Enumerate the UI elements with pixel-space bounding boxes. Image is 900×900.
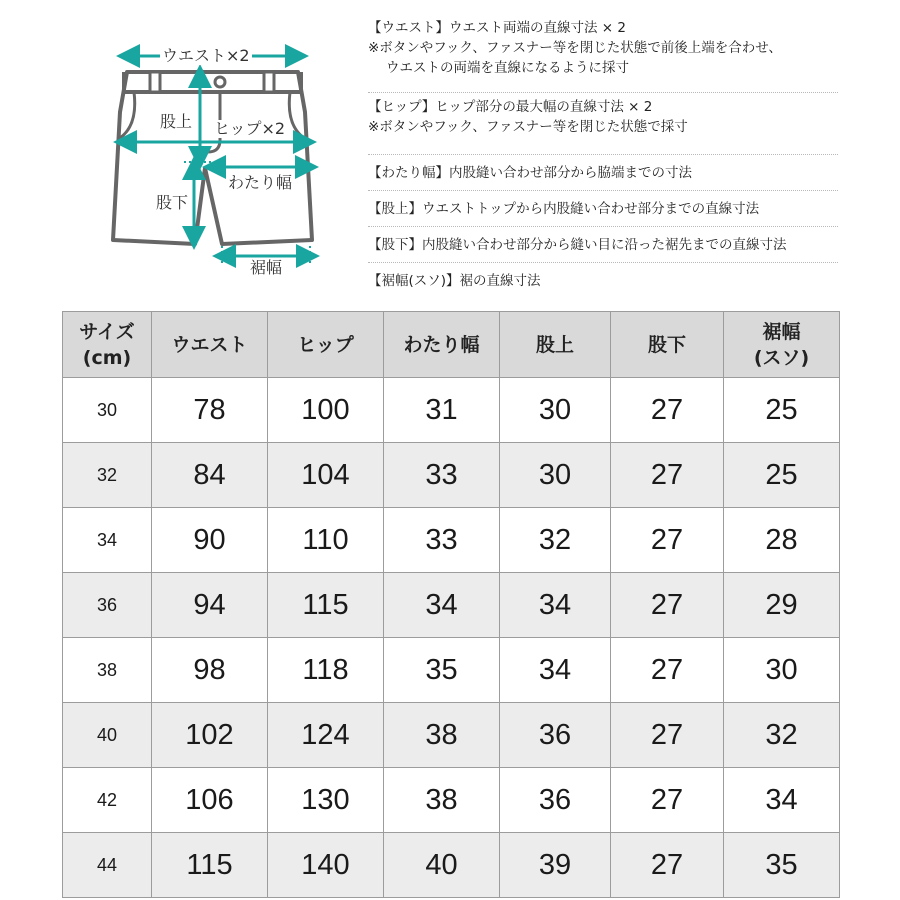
- cell-inseam: 27: [611, 703, 724, 768]
- note-inseam: [368, 227, 838, 263]
- cell-inseam: 27: [611, 443, 724, 508]
- table-header-row: [63, 312, 840, 378]
- note-waist-title: 【ウエスト】ウエスト両端の直線寸法 × 2: [368, 20, 626, 36]
- cell-hem: 35: [724, 833, 840, 898]
- cell-size: 44: [63, 833, 152, 898]
- note-thigh-title: 【わたり幅】内股縫い合わせ部分から脇端までの寸法: [368, 165, 692, 181]
- table-row: [63, 638, 840, 703]
- cell-hip: 100: [268, 378, 384, 443]
- cell-rise: 30: [500, 378, 611, 443]
- header-inseam: 股下: [611, 312, 724, 378]
- table-row: [63, 703, 840, 768]
- cell-waist: 94: [152, 573, 268, 638]
- rise-label: 股上: [160, 112, 193, 131]
- cell-waist: 98: [152, 638, 268, 703]
- hip-label: ヒップ×2: [214, 119, 286, 138]
- note-waist-remark-cont: ウエストの両端を直線になるように採寸: [386, 60, 629, 76]
- cell-rise: 36: [500, 703, 611, 768]
- header-size: サイズ (cm): [63, 312, 152, 378]
- cell-thigh: 40: [384, 833, 500, 898]
- cell-size: 42: [63, 768, 152, 833]
- shorts-illustration: [0, 0, 360, 300]
- measurement-notes: [368, 18, 838, 299]
- cell-hem: 34: [724, 768, 840, 833]
- cell-size: 34: [63, 508, 152, 573]
- header-hip: ヒップ: [268, 312, 384, 378]
- size-chart-table: [62, 311, 840, 898]
- cell-thigh: 33: [384, 443, 500, 508]
- cell-thigh: 38: [384, 768, 500, 833]
- shorts-outline: [113, 72, 312, 244]
- cell-hem: 32: [724, 703, 840, 768]
- cell-rise: 32: [500, 508, 611, 573]
- cell-hip: 124: [268, 703, 384, 768]
- cell-hip: 140: [268, 833, 384, 898]
- cell-hip: 115: [268, 573, 384, 638]
- cell-waist: 106: [152, 768, 268, 833]
- table-row: [63, 508, 840, 573]
- note-hip: [368, 93, 838, 155]
- cell-waist: 90: [152, 508, 268, 573]
- note-waist: [368, 18, 838, 93]
- cell-inseam: 27: [611, 573, 724, 638]
- inseam-label: 股下: [156, 193, 189, 212]
- button: [215, 77, 225, 87]
- cell-thigh: 34: [384, 573, 500, 638]
- table-row: [63, 378, 840, 443]
- cell-hem: 25: [724, 443, 840, 508]
- note-waist-remark: ※ボタンやフック、ファスナー等を閉じた状態で前後上端を合わせ、: [368, 40, 782, 56]
- note-hem: [368, 263, 838, 299]
- cell-waist: 115: [152, 833, 268, 898]
- note-thigh: [368, 155, 838, 191]
- cell-rise: 30: [500, 443, 611, 508]
- cell-size: 32: [63, 443, 152, 508]
- cell-size: 36: [63, 573, 152, 638]
- cell-waist: 84: [152, 443, 268, 508]
- cell-hip: 118: [268, 638, 384, 703]
- shorts-measurement-diagram: [0, 0, 360, 300]
- cell-hip: 130: [268, 768, 384, 833]
- note-rise: [368, 191, 838, 227]
- cell-hem: 29: [724, 573, 840, 638]
- table-row: [63, 833, 840, 898]
- note-inseam-title: 【股下】内股縫い合わせ部分から縫い目に沿った裾先までの直線寸法: [368, 237, 787, 253]
- cell-hem: 30: [724, 638, 840, 703]
- belt-loop-right: [264, 72, 274, 92]
- cell-size: 30: [63, 378, 152, 443]
- table-row: [63, 768, 840, 833]
- waist-label: ウエスト×2: [162, 46, 250, 65]
- cell-thigh: 35: [384, 638, 500, 703]
- cell-size: 40: [63, 703, 152, 768]
- cell-inseam: 27: [611, 768, 724, 833]
- table-row: [63, 443, 840, 508]
- table-row: [63, 573, 840, 638]
- note-rise-title: 【股上】ウエストトップから内股縫い合わせ部分までの直線寸法: [368, 201, 760, 217]
- hem-label: 裾幅: [250, 258, 283, 277]
- header-thigh: わたり幅: [384, 312, 500, 378]
- cell-waist: 102: [152, 703, 268, 768]
- cell-inseam: 27: [611, 833, 724, 898]
- note-hip-remark: ※ボタンやフック、ファスナー等を閉じた状態で採寸: [368, 119, 688, 135]
- cell-rise: 34: [500, 573, 611, 638]
- cell-rise: 39: [500, 833, 611, 898]
- cell-size: 38: [63, 638, 152, 703]
- cell-rise: 36: [500, 768, 611, 833]
- cell-inseam: 27: [611, 638, 724, 703]
- cell-hem: 28: [724, 508, 840, 573]
- belt-loop-left: [150, 72, 160, 92]
- header-hem: 裾幅 (スソ): [724, 312, 840, 378]
- cell-waist: 78: [152, 378, 268, 443]
- cell-thigh: 38: [384, 703, 500, 768]
- cell-thigh: 31: [384, 378, 500, 443]
- cell-hip: 104: [268, 443, 384, 508]
- thigh-label: わたり幅: [228, 173, 293, 192]
- cell-hip: 110: [268, 508, 384, 573]
- cell-thigh: 33: [384, 508, 500, 573]
- cell-inseam: 27: [611, 378, 724, 443]
- note-hem-title: 【裾幅(スソ)】裾の直線寸法: [368, 273, 541, 289]
- cell-hem: 25: [724, 378, 840, 443]
- cell-rise: 34: [500, 638, 611, 703]
- cell-inseam: 27: [611, 508, 724, 573]
- header-rise: 股上: [500, 312, 611, 378]
- header-waist: ウエスト: [152, 312, 268, 378]
- note-hip-title: 【ヒップ】ヒップ部分の最大幅の直線寸法 × 2: [368, 99, 653, 115]
